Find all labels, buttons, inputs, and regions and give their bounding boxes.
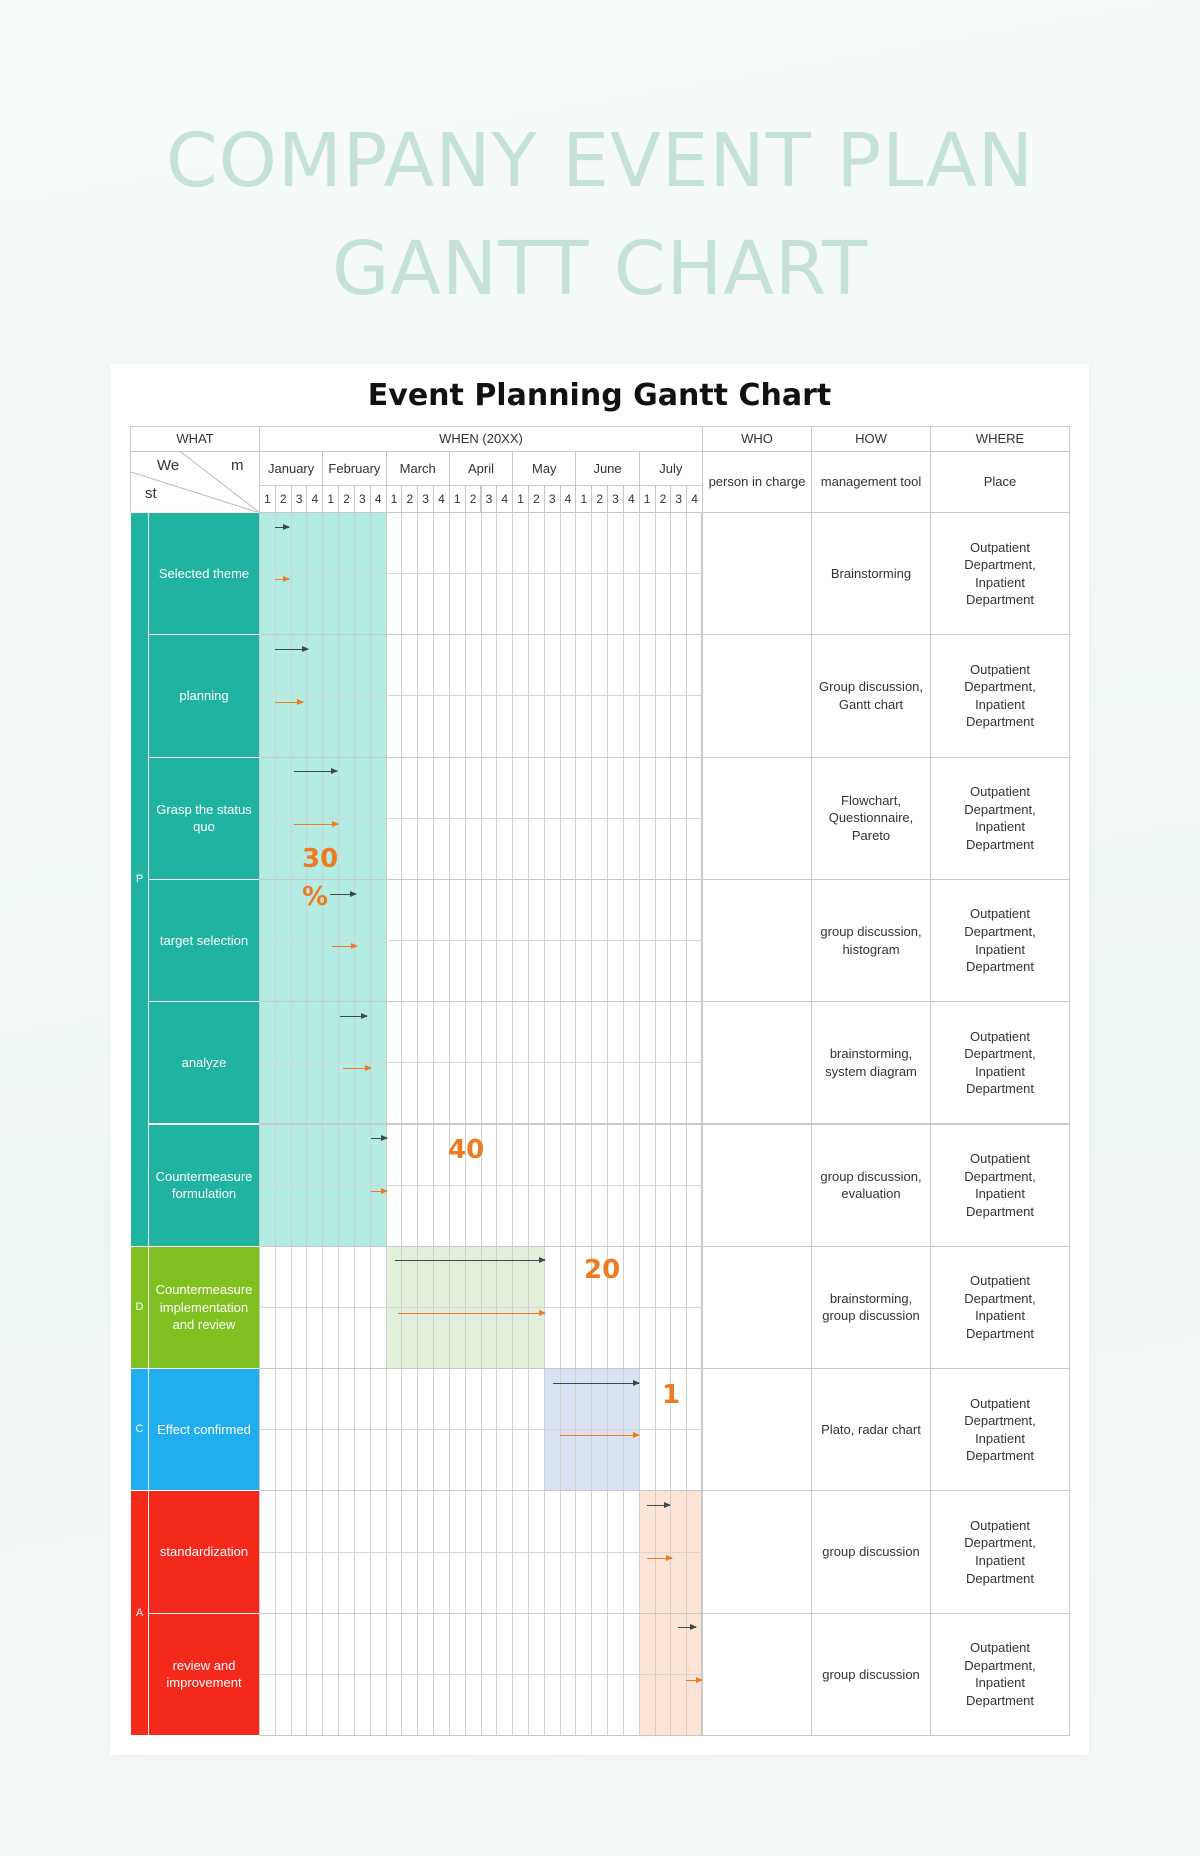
week-label: 4 [686,485,703,513]
task-item: Grasp the status quo [148,757,260,880]
week-label: 3 [417,485,434,513]
corner-label: st [145,485,157,502]
management-tool-cell: Flowchart, Questionnaire, Pareto [811,757,931,880]
header-management-tool: management tool [811,451,931,513]
week-label: 4 [560,485,577,513]
actual-arrow [332,946,357,947]
place-cell: Outpatient Department, Inpatient Department [930,634,1070,757]
person-in-charge-cell [702,1124,812,1247]
week-label: 1 [322,485,339,513]
plan-arrow [678,1627,695,1628]
week-label: 4 [623,485,640,513]
header-place: Place [930,451,1070,513]
actual-arrow [294,824,338,825]
phase-A [130,1490,149,1736]
week-label: 4 [306,485,323,513]
week-label: 3 [670,485,687,513]
header-what: WHAT [130,426,260,452]
row-border [259,512,702,635]
place-cell: Outpatient Department, Inpatient Department [930,1001,1070,1124]
person-in-charge-cell [702,512,812,635]
week-label: 1 [575,485,592,513]
management-tool-cell: Group discussion, Gantt chart [811,634,931,757]
row-border [259,1246,702,1369]
actual-arrow [371,1191,387,1192]
place-cell: Outpatient Department, Inpatient Department [930,1490,1070,1613]
week-label: 1 [259,485,276,513]
progress-label-30: 30 % [302,844,339,912]
task-item: Countermeasure implementation and review [148,1246,260,1369]
corner-label: m [231,457,244,474]
page-title-line-2: GANTT CHART [331,226,869,312]
management-tool-cell: brainstorming, system diagram [811,1001,931,1124]
week-label: 1 [449,485,466,513]
month-may: May [512,451,576,486]
actual-arrow [275,702,303,703]
actual-arrow [343,1068,371,1069]
week-label: 3 [481,485,498,513]
task-item: Selected theme [148,512,260,635]
week-label: 3 [544,485,561,513]
week-label: 2 [401,485,418,513]
task-item: review and improvement [148,1613,260,1736]
row-border [259,634,702,757]
place-cell: Outpatient Department, Inpatient Department [930,757,1070,880]
week-label: 3 [354,485,371,513]
task-item: Effect confirmed [148,1368,260,1491]
week-label: 2 [338,485,355,513]
week-label: 1 [386,485,403,513]
header-how: HOW [811,426,931,452]
actual-arrow [398,1313,545,1314]
row-border [259,1368,702,1491]
plan-arrow [294,771,337,772]
week-label: 4 [496,485,513,513]
task-item: planning [148,634,260,757]
place-cell: Outpatient Department, Inpatient Department [930,1124,1070,1247]
plan-arrow [340,1016,367,1017]
phase-P [130,512,149,1247]
row-border [259,1490,702,1613]
place-cell: Outpatient Department, Inpatient Department [930,512,1070,635]
phase-letter: C [135,1423,144,1436]
week-label: 2 [465,485,482,513]
task-item: target selection [148,879,260,1002]
actual-arrow [647,1558,672,1559]
header-person-in-charge: person in charge [702,451,812,513]
week-label: 2 [528,485,545,513]
place-cell: Outpatient Department, Inpatient Department [930,1613,1070,1736]
person-in-charge-cell [702,1613,812,1736]
person-in-charge-cell [702,1246,812,1369]
person-in-charge-cell [702,1368,812,1491]
person-in-charge-cell [702,634,812,757]
management-tool-cell: group discussion [811,1613,931,1736]
management-tool-cell: group discussion [811,1490,931,1613]
month-february: February [322,451,386,486]
plan-arrow [371,1138,387,1139]
week-label: 2 [275,485,292,513]
management-tool-cell: brainstorming, group discussion [811,1246,931,1369]
plan-arrow [647,1505,671,1506]
person-in-charge-cell [702,757,812,880]
plan-arrow [553,1383,638,1384]
plan-arrow [275,527,289,528]
phase-letter: P [135,872,144,885]
month-january: January [259,451,323,486]
month-april: April [449,451,513,486]
week-label: 4 [433,485,450,513]
management-tool-cell: group discussion, histogram [811,879,931,1002]
progress-label-1: 1 [662,1380,681,1410]
month-march: March [386,451,450,486]
corner-cell [130,451,260,513]
week-label: 4 [370,485,387,513]
phase-D [130,1246,149,1369]
plan-arrow [275,649,308,650]
week-label: 2 [655,485,672,513]
person-in-charge-cell [702,879,812,1002]
progress-label-20: 20 [584,1255,621,1285]
actual-arrow [560,1435,639,1436]
phase-letter: A [135,1606,144,1619]
month-june: June [575,451,639,486]
place-cell: Outpatient Department, Inpatient Department [930,879,1070,1002]
actual-arrow [275,579,289,580]
week-label: 3 [607,485,624,513]
week-label: 2 [591,485,608,513]
page-title-line-1: COMPANY EVENT PLAN [165,118,1035,204]
header-where: WHERE [930,426,1070,452]
management-tool-cell: Brainstorming [811,512,931,635]
task-item: analyze [148,1001,260,1124]
plan-arrow [395,1260,545,1261]
week-label: 3 [291,485,308,513]
management-tool-cell: group discussion, evaluation [811,1124,931,1247]
row-border [259,1613,702,1736]
phase-letter: D [135,1301,144,1314]
place-cell: Outpatient Department, Inpatient Department [930,1246,1070,1369]
actual-arrow [686,1680,702,1681]
month-july: July [639,451,703,486]
header-who: WHO [702,426,812,452]
corner-label: We [157,457,180,474]
management-tool-cell: Plato, radar chart [811,1368,931,1491]
person-in-charge-cell [702,1001,812,1124]
week-label: 1 [639,485,656,513]
header-when: WHEN (20XX) [259,426,703,452]
person-in-charge-cell [702,1490,812,1613]
task-item: standardization [148,1490,260,1613]
progress-label-40: 40 [448,1135,485,1165]
phase-C [130,1368,149,1491]
task-item: Countermeasure formulation [148,1124,260,1247]
chart-title: Event Planning Gantt Chart [367,378,832,413]
place-cell: Outpatient Department, Inpatient Department [930,1368,1070,1491]
row-border [259,1001,702,1124]
week-label: 1 [512,485,529,513]
